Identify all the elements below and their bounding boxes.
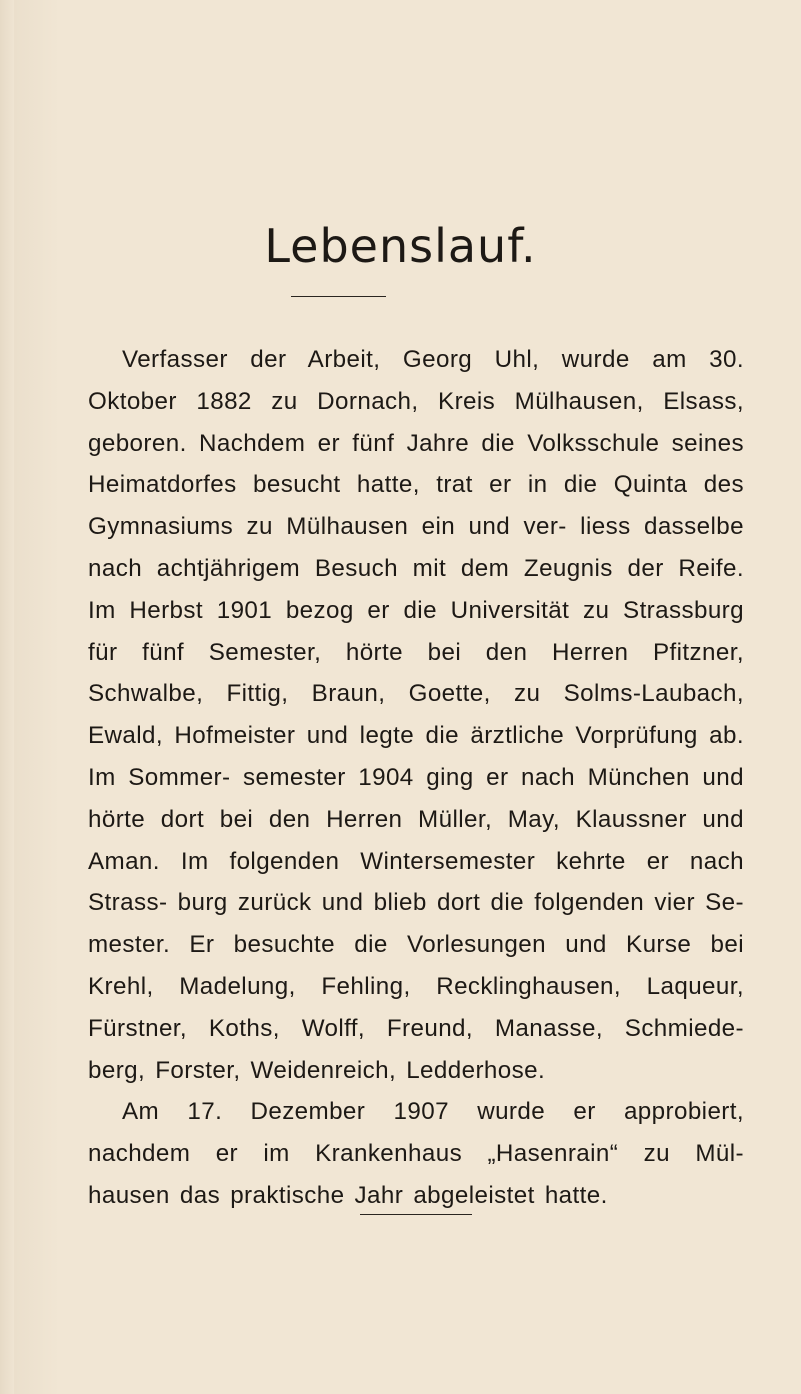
page-edge-shadow [0, 0, 14, 1394]
page-title: Lebenslauf. [264, 219, 537, 273]
bottom-divider [360, 1214, 472, 1215]
body-text [88, 339, 744, 1217]
paragraph-1: Verfasser der Arbeit, Georg Uhl, wurde am 30. Oktober 1882 zu Dornach, Kreis Mülhausen, Elsass, geboren. Nachdem er fünf Jahre die Volksschule seines Heimatdorfes besucht hatte, trat er in die Quinta des Gymnasiums zu Mülhausen ein und ver- liess dasselbe nach achtjährigem Besuch mit dem Zeugnis der Reife. Im Herbst 1901 bezog er die Universität zu Strassburg für fünf Semester, hörte bei den Herren Pfitzner, Schwalbe, Fittig, Braun, Goette, zu Solms-Laubach, Ewald, Hofmeister und legte die ärztliche Vorprüfung ab. Im Sommer- semester 1904 ging er nach München und hörte dort bei den Herren Müller, May, Klaussner und Aman. Im folgenden Wintersemester kehrte er nach Strass- burg zurück und blieb dort die folgenden vier Se- mester. Er besuchte die Vorlesungen und Kurse bei Krehl, Madelung, Fehling, Recklinghausen, Laqueur, Fürstner, Koths, Wolff, Freund, Manasse, Schmiede- berg, Forster, Weidenreich, Ledderhose. [88, 346, 744, 1084]
paragraph-2: Am 17. Dezember 1907 wurde er approbiert, nachdem er im Krankenhaus „Hasenrain“ zu Mül- hausen das praktische Jahr abgeleistet hatte. [88, 1098, 744, 1209]
top-divider [291, 296, 386, 297]
